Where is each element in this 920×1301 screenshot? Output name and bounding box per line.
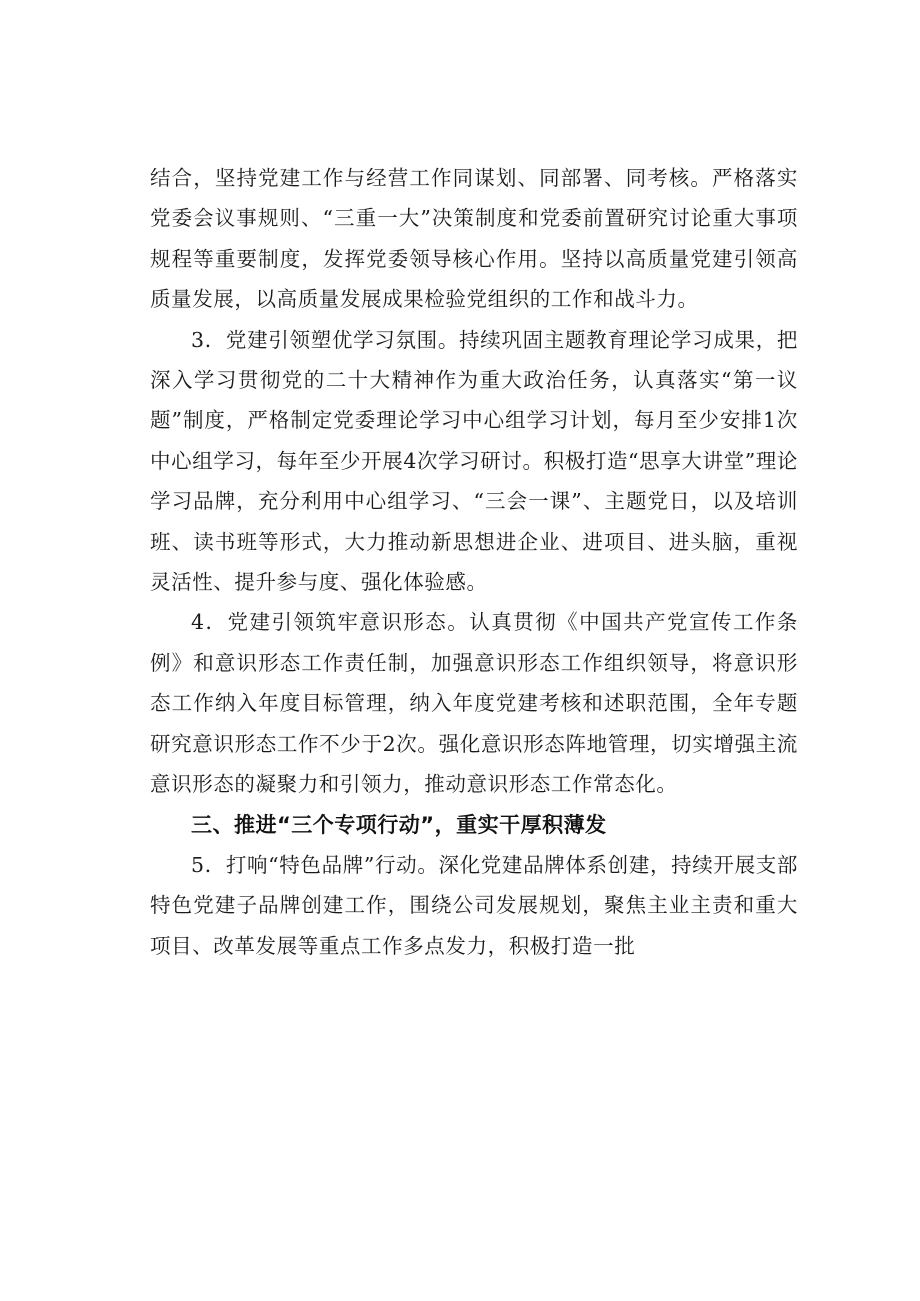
document-body: [150, 158, 798, 966]
paragraph-item-3: 3．党建引领塑优学习氛围。持续巩固主题教育理论学习成果，把深入学习贯彻党的二十大精神作为重大政治任务，认真落实“第一议题”制度，严格制定党委理论学习中心组学习计划，每月至少安排1次中心组学习，每年至少开展4次学习研讨。积极打造“思享大讲堂”理论学习品牌，充分利用中心组学习、“三会一课”、主题党日，以及培训班、读书班等形式，大力推动新思想进企业、进项目、进头脑，重视灵活性、提升参与度、强化体验感。: [150, 327, 798, 595]
paragraph-item-4: 4．党建引领筑牢意识形态。认真贯彻《中国共产党宣传工作条例》和意识形态工作责任制，加强意识形态工作组织领导，将意识形态工作纳入年度目标管理，纳入年度党建考核和述职范围，全年专题研究意识形态工作不少于2次。强化意识形态阵地管理，切实增强主流意识形态的凝聚力和引领力，推动意识形态工作常态化。: [150, 610, 798, 797]
paragraph-item-5: 5．打响“特色品牌”行动。深化党建品牌体系创建，持续开展支部特色党建子品牌创建工作，围绕公司发展规划，聚焦主业主责和重大项目、改革发展等重点工作多点发力，积极打造一批: [150, 852, 798, 958]
section-heading: 三、推进“三个专项行动”，重实干厚积薄发: [191, 812, 607, 837]
paragraph-continuation: 结合，坚持党建工作与经营工作同谋划、同部署、同考核。严格落实党委会议事规则、“三重一大”决策制度和党委前置研究讨论重大事项规程等重要制度，发挥党委领导核心作用。坚持以高质量党建引领高质量发展，以高质量发展成果检验党组织的工作和战斗力。: [150, 166, 798, 312]
